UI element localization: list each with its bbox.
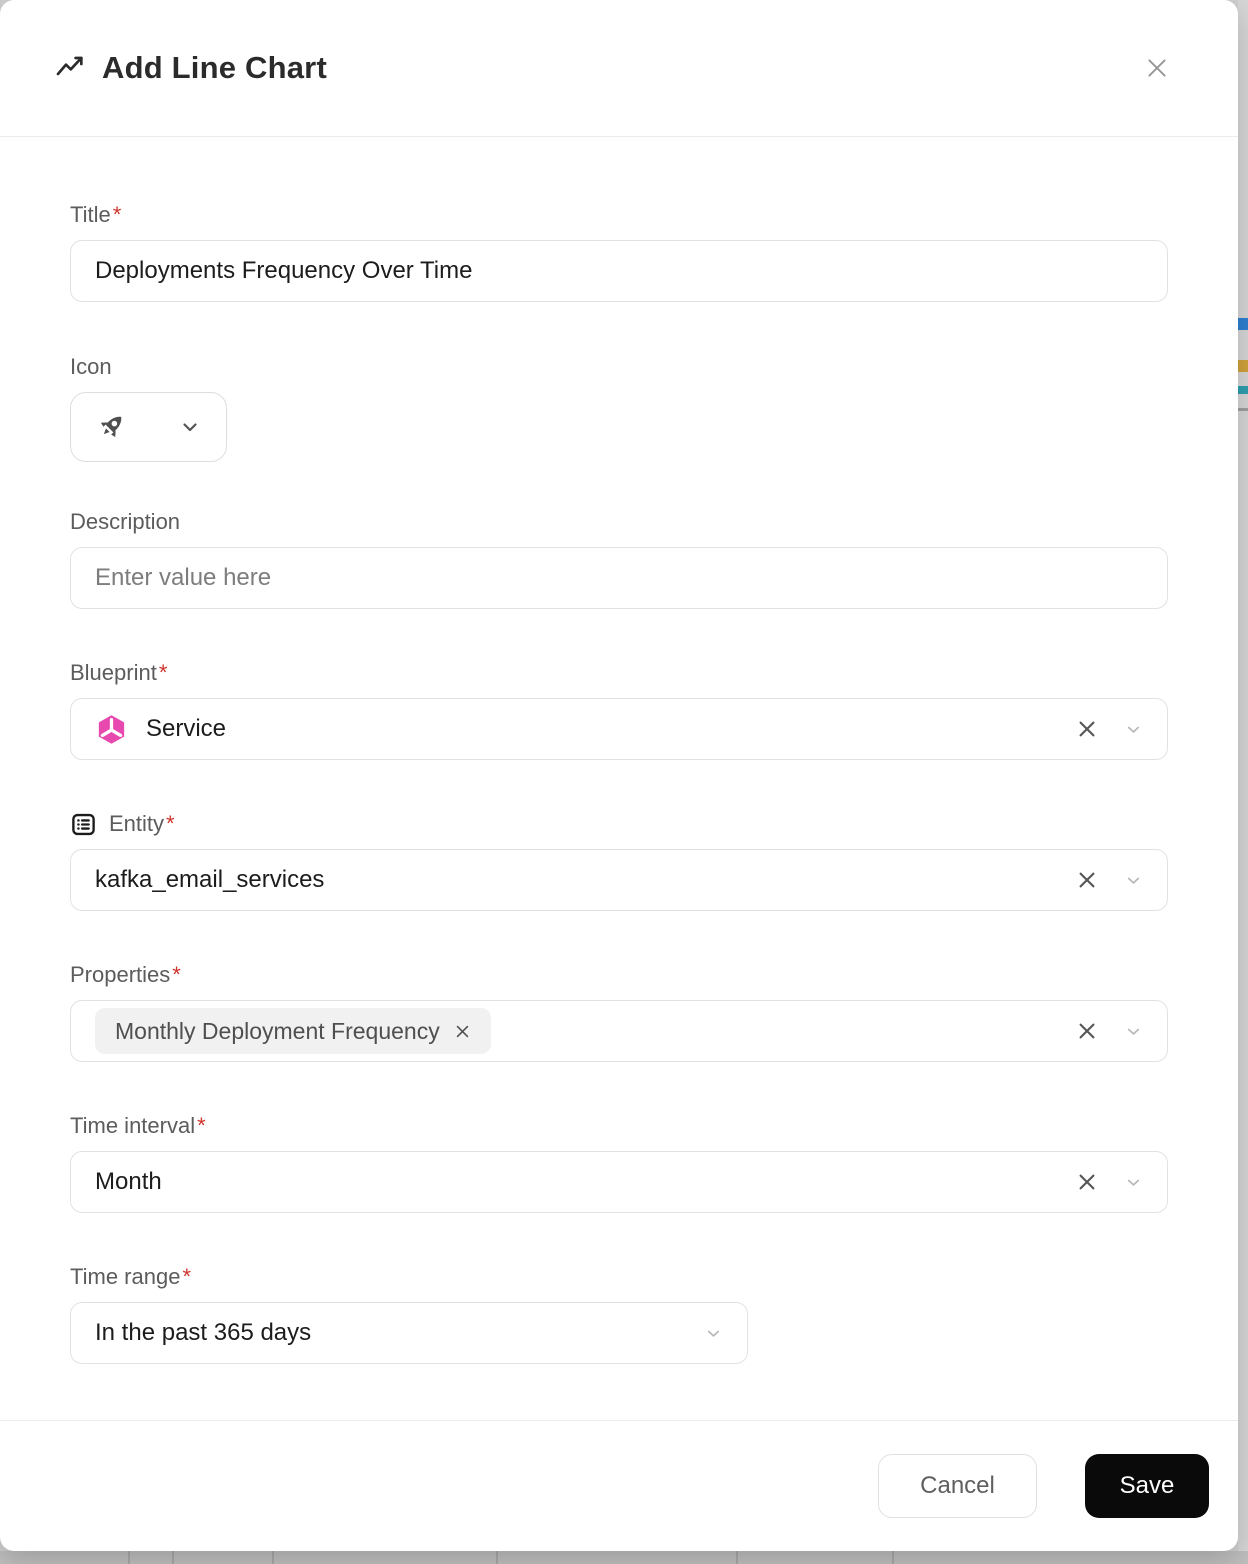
cancel-button[interactable]: Cancel: [878, 1454, 1037, 1518]
properties-clear-button[interactable]: [1076, 1020, 1098, 1042]
title-label-row: [70, 200, 1168, 230]
entity-label: Entity: [109, 811, 165, 836]
entity-chevron-button[interactable]: [1124, 871, 1143, 890]
entity-clear-button[interactable]: [1076, 869, 1098, 891]
description-input[interactable]: [70, 547, 1168, 609]
rocket-icon: [95, 411, 127, 443]
field-time-range: [70, 1262, 1168, 1364]
close-icon: [1143, 54, 1171, 82]
field-description: [70, 507, 1168, 609]
modal-body: [0, 137, 1238, 1420]
title-label: Title: [70, 202, 111, 227]
entity-value: kafka_email_services: [95, 866, 325, 893]
required-asterisk: *: [112, 202, 122, 227]
blueprint-clear-button[interactable]: [1076, 718, 1098, 740]
time-range-label-row: [70, 1262, 1168, 1292]
time-range-value: In the past 365 days: [95, 1319, 312, 1346]
save-button[interactable]: Save: [1085, 1454, 1209, 1518]
blueprint-label-row: [70, 658, 1168, 688]
background-table-line: [128, 1551, 130, 1564]
required-asterisk: *: [197, 1113, 206, 1138]
background-table-line: [892, 1551, 894, 1564]
time-range-select[interactable]: [70, 1302, 748, 1364]
background-right-sliver: [1238, 0, 1248, 1564]
property-chip-remove-button[interactable]: [454, 1023, 471, 1040]
background-mark: [1238, 360, 1248, 372]
chevron-down-icon: [178, 415, 202, 439]
background-table-line: [172, 1551, 174, 1564]
modal-footer: [0, 1420, 1238, 1551]
field-entity: [70, 809, 1168, 911]
entity-select[interactable]: [70, 849, 1168, 911]
property-chip: [95, 1008, 491, 1054]
blueprint-value: Service: [146, 715, 227, 742]
description-label-row: [70, 507, 1168, 537]
background-table-line: [496, 1551, 498, 1564]
service-cube-icon: [95, 713, 128, 746]
required-asterisk: *: [172, 962, 181, 987]
trend-line-icon: [54, 52, 86, 84]
field-time-interval: [70, 1111, 1168, 1213]
properties-chevron-button[interactable]: [1124, 1022, 1143, 1041]
background-mark: [1238, 408, 1248, 411]
icon-select-button[interactable]: [70, 392, 227, 462]
field-title: [70, 200, 1168, 302]
background-mark: [1238, 318, 1248, 330]
field-blueprint: [70, 658, 1168, 760]
icon-label: Icon: [70, 354, 112, 379]
properties-label-row: [70, 960, 1168, 990]
time-interval-clear-button[interactable]: [1076, 1171, 1098, 1193]
time-interval-label: Time interval: [70, 1113, 196, 1138]
time-range-label: Time range: [70, 1264, 181, 1289]
required-asterisk: *: [158, 660, 168, 685]
required-asterisk: *: [166, 811, 175, 836]
properties-label: Properties: [70, 962, 171, 987]
time-interval-value: Month: [95, 1168, 162, 1195]
title-input[interactable]: [70, 240, 1168, 302]
time-interval-chevron-button[interactable]: [1124, 1173, 1143, 1192]
field-icon: [70, 352, 1168, 462]
blueprint-chevron-button[interactable]: [1124, 720, 1143, 739]
background-table-line: [272, 1551, 274, 1564]
time-range-chevron-button[interactable]: [704, 1324, 723, 1343]
background-table-line: [736, 1551, 738, 1564]
background-mark: [1238, 386, 1248, 394]
field-properties: [70, 960, 1168, 1062]
close-button[interactable]: [1142, 53, 1172, 83]
description-label: Description: [70, 509, 181, 534]
properties-select[interactable]: [70, 1000, 1168, 1062]
property-chip-label: Monthly Deployment Frequency: [115, 1017, 440, 1044]
time-interval-select[interactable]: [70, 1151, 1168, 1213]
blueprint-label: Blueprint: [70, 660, 157, 685]
modal-title: Add Line Chart: [102, 50, 327, 85]
modal-header: [0, 0, 1238, 137]
icon-label-row: [70, 352, 1168, 382]
list-icon: [70, 811, 97, 838]
required-asterisk: *: [182, 1264, 192, 1289]
time-interval-label-row: [70, 1111, 1168, 1141]
blueprint-select[interactable]: [70, 698, 1168, 760]
background-bottom-sliver: [0, 1551, 1248, 1564]
entity-label-row: [70, 809, 1168, 839]
